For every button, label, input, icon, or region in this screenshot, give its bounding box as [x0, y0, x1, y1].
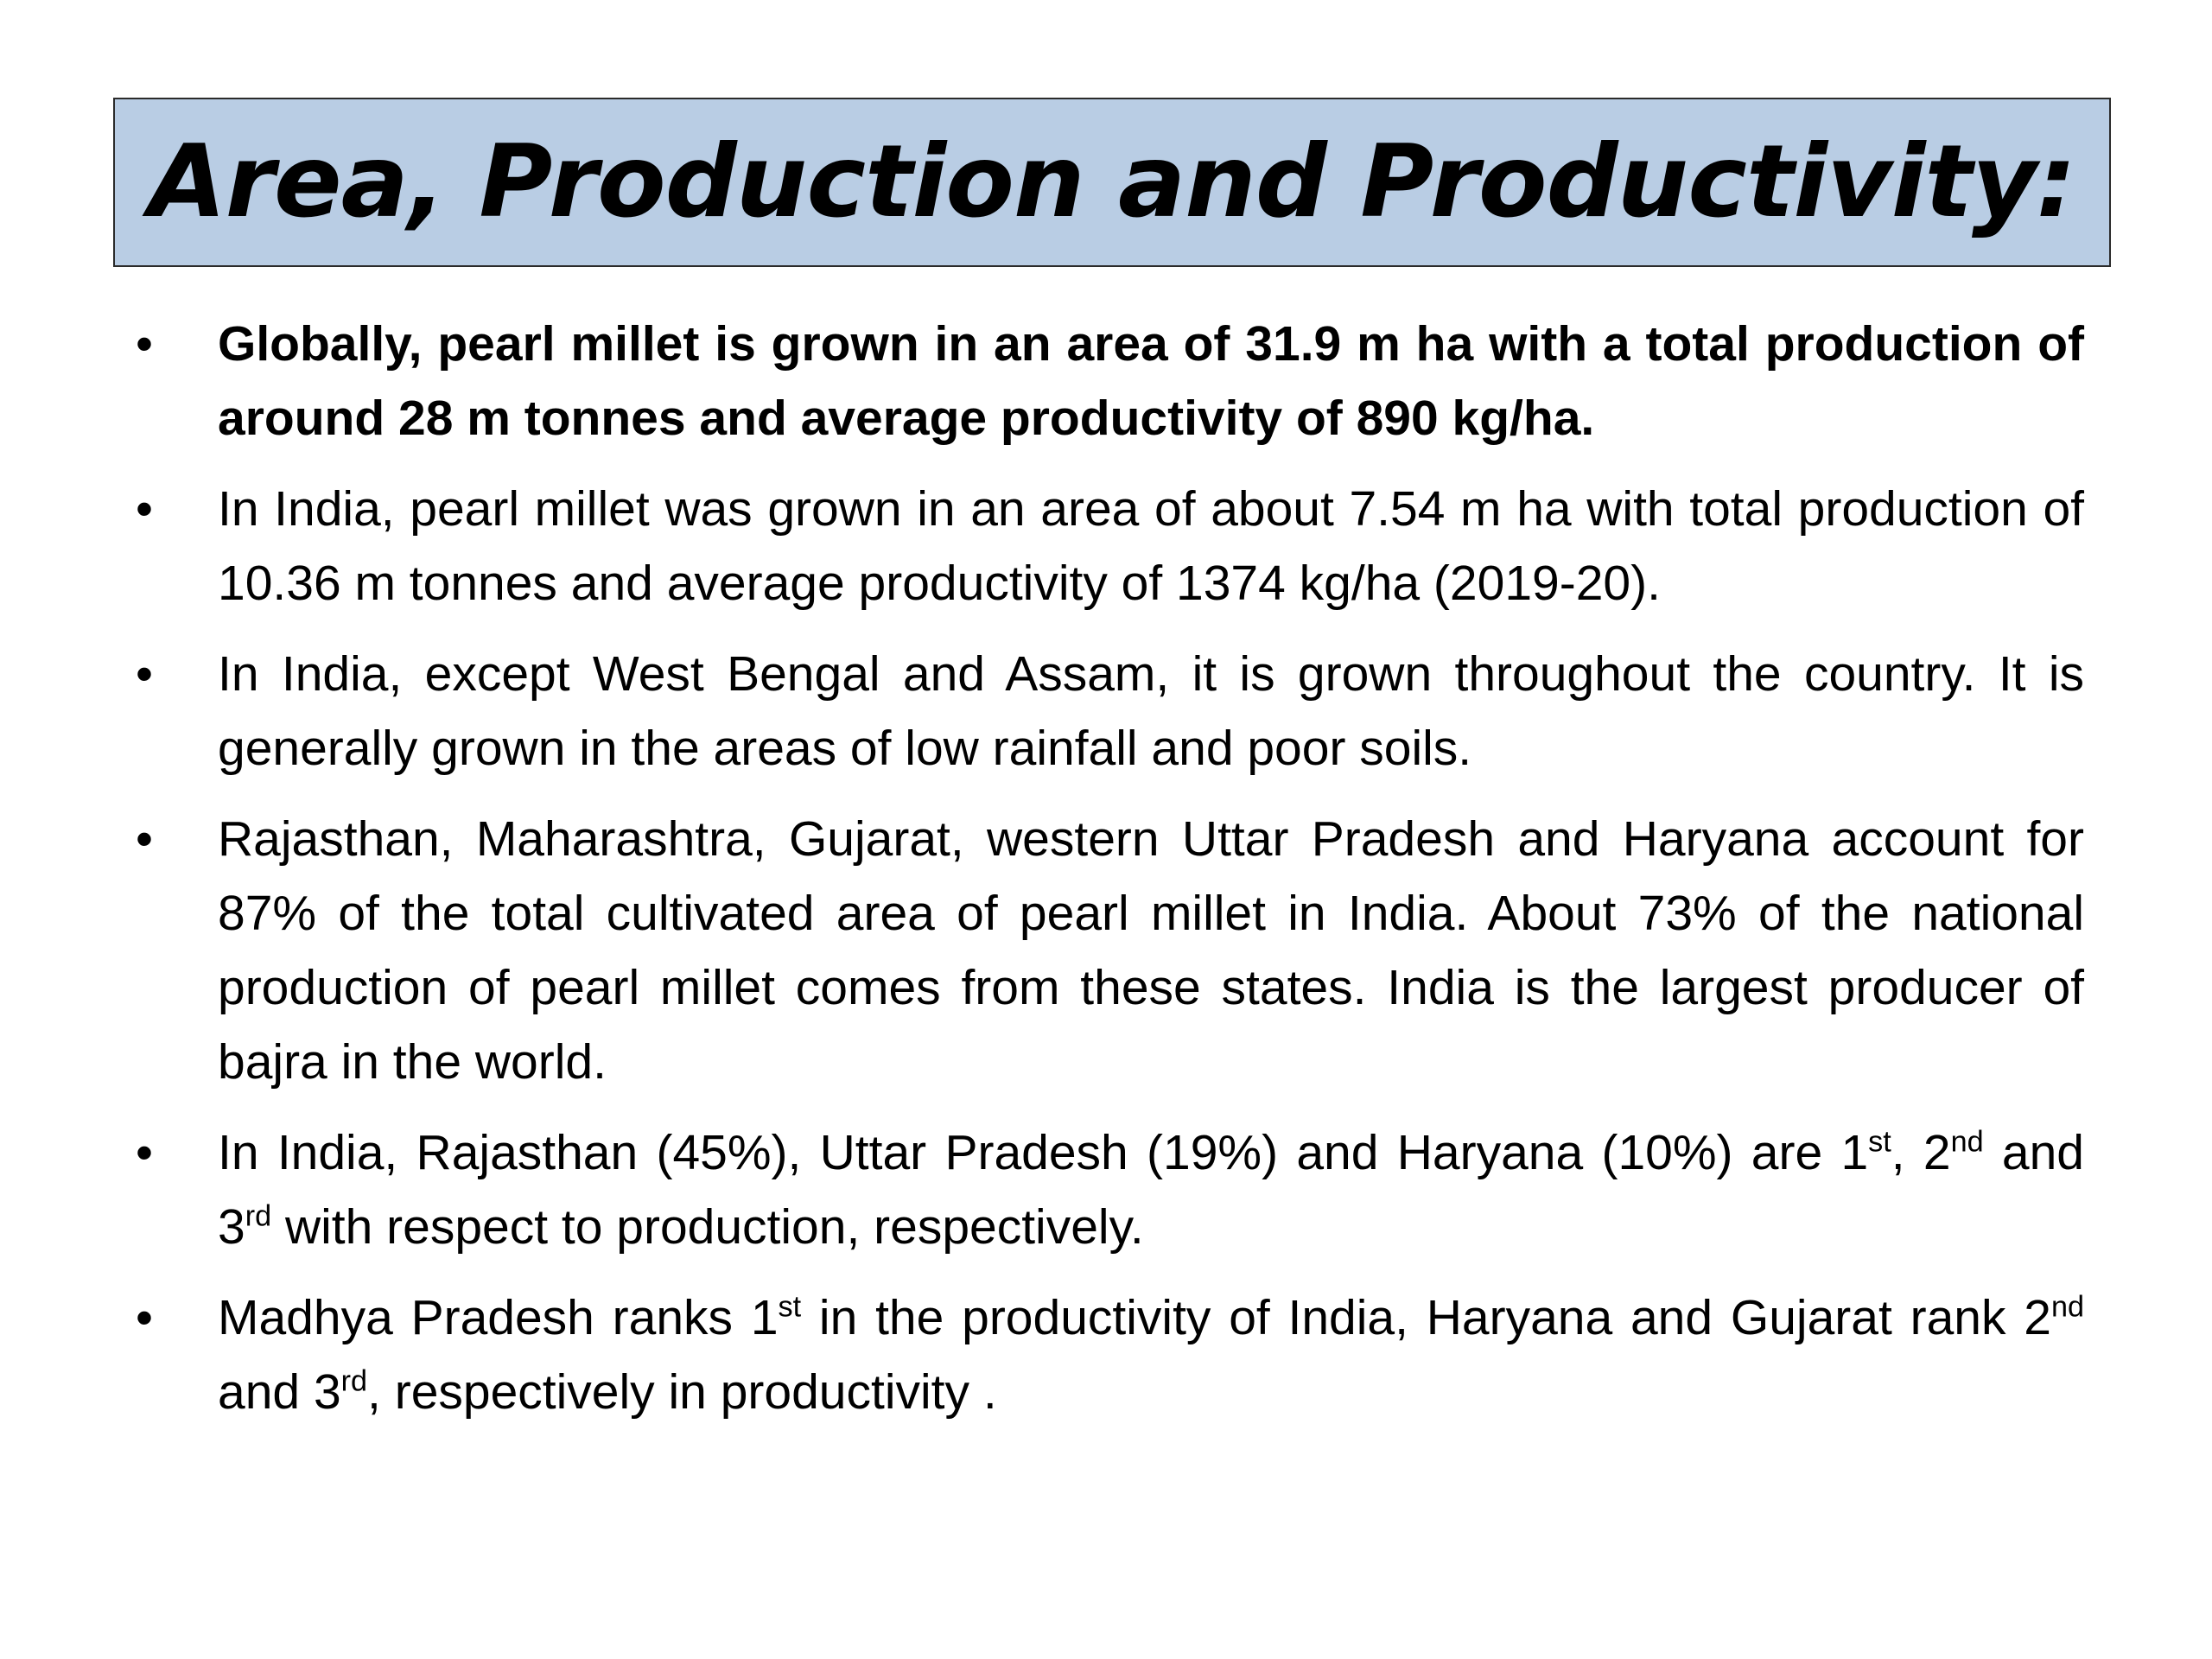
bullet-icon: •: [136, 811, 153, 867]
slide-title: Area, Production and Productivity:: [148, 124, 2076, 240]
bullet-text: [218, 1125, 2084, 1255]
text-segment: , respectively in productivity .: [367, 1364, 997, 1420]
bullet-item-states: [131, 802, 2084, 1099]
slide-content: [131, 307, 2084, 1446]
bullet-icon: •: [136, 1290, 153, 1345]
bullet-item-india-regions: [131, 637, 2084, 785]
bullet-item-india-area: [131, 472, 2084, 620]
bullet-text: In India, pearl millet was grown in an area of about 7.54 m ha with total production of 10.36 m tonnes and average productivity of 1374 kg/ha (2019-20).: [218, 481, 2084, 611]
ordinal-suffix: rd: [245, 1199, 272, 1233]
text-segment: In India, Rajasthan (45%), Uttar Pradesh (19%) and Haryana (10%) are 1: [218, 1125, 1869, 1180]
bullet-text: [218, 1290, 2084, 1420]
bullet-item-production-rank: [131, 1116, 2084, 1264]
text-segment: and 3: [218, 1364, 341, 1420]
ordinal-suffix: nd: [2050, 1290, 2084, 1324]
ordinal-suffix: st: [1868, 1125, 1891, 1159]
bullet-text: In India, except West Bengal and Assam, it is grown throughout the country. It is generally grown in the areas of low rainfall and poor soils.: [218, 646, 2084, 776]
bullet-icon: •: [136, 481, 153, 537]
bullet-icon: •: [136, 1125, 153, 1180]
text-segment: Madhya Pradesh ranks 1: [218, 1290, 779, 1345]
text-segment: and 3: [218, 1125, 2084, 1255]
bullet-text: Rajasthan, Maharashtra, Gujarat, western Uttar Pradesh and Haryana account for 87% of the total cultivated area of pearl millet in India. About 73% of the national production of pearl millet comes from these states. India is the largest producer of bajra in the world.: [218, 811, 2084, 1090]
bullet-icon: •: [136, 646, 153, 702]
text-segment: in the productivity of India, Haryana and Gujarat rank 2: [801, 1290, 2051, 1345]
text-segment: , 2: [1891, 1125, 1951, 1180]
bullet-list: [131, 307, 2084, 1429]
bullet-item-global: [131, 307, 2084, 455]
bullet-text: Globally, pearl millet is grown in an area of 31.9 m ha with a total production of around 28 m tonnes and average productivity of 890 kg/ha.: [218, 316, 2084, 446]
text-segment: with respect to production, respectively.: [271, 1199, 1144, 1255]
bullet-icon: •: [136, 316, 153, 372]
bullet-item-productivity-rank: [131, 1281, 2084, 1429]
ordinal-suffix: st: [778, 1290, 802, 1324]
title-banner: [113, 98, 2111, 267]
ordinal-suffix: rd: [340, 1364, 368, 1398]
ordinal-suffix: nd: [1950, 1125, 1984, 1159]
